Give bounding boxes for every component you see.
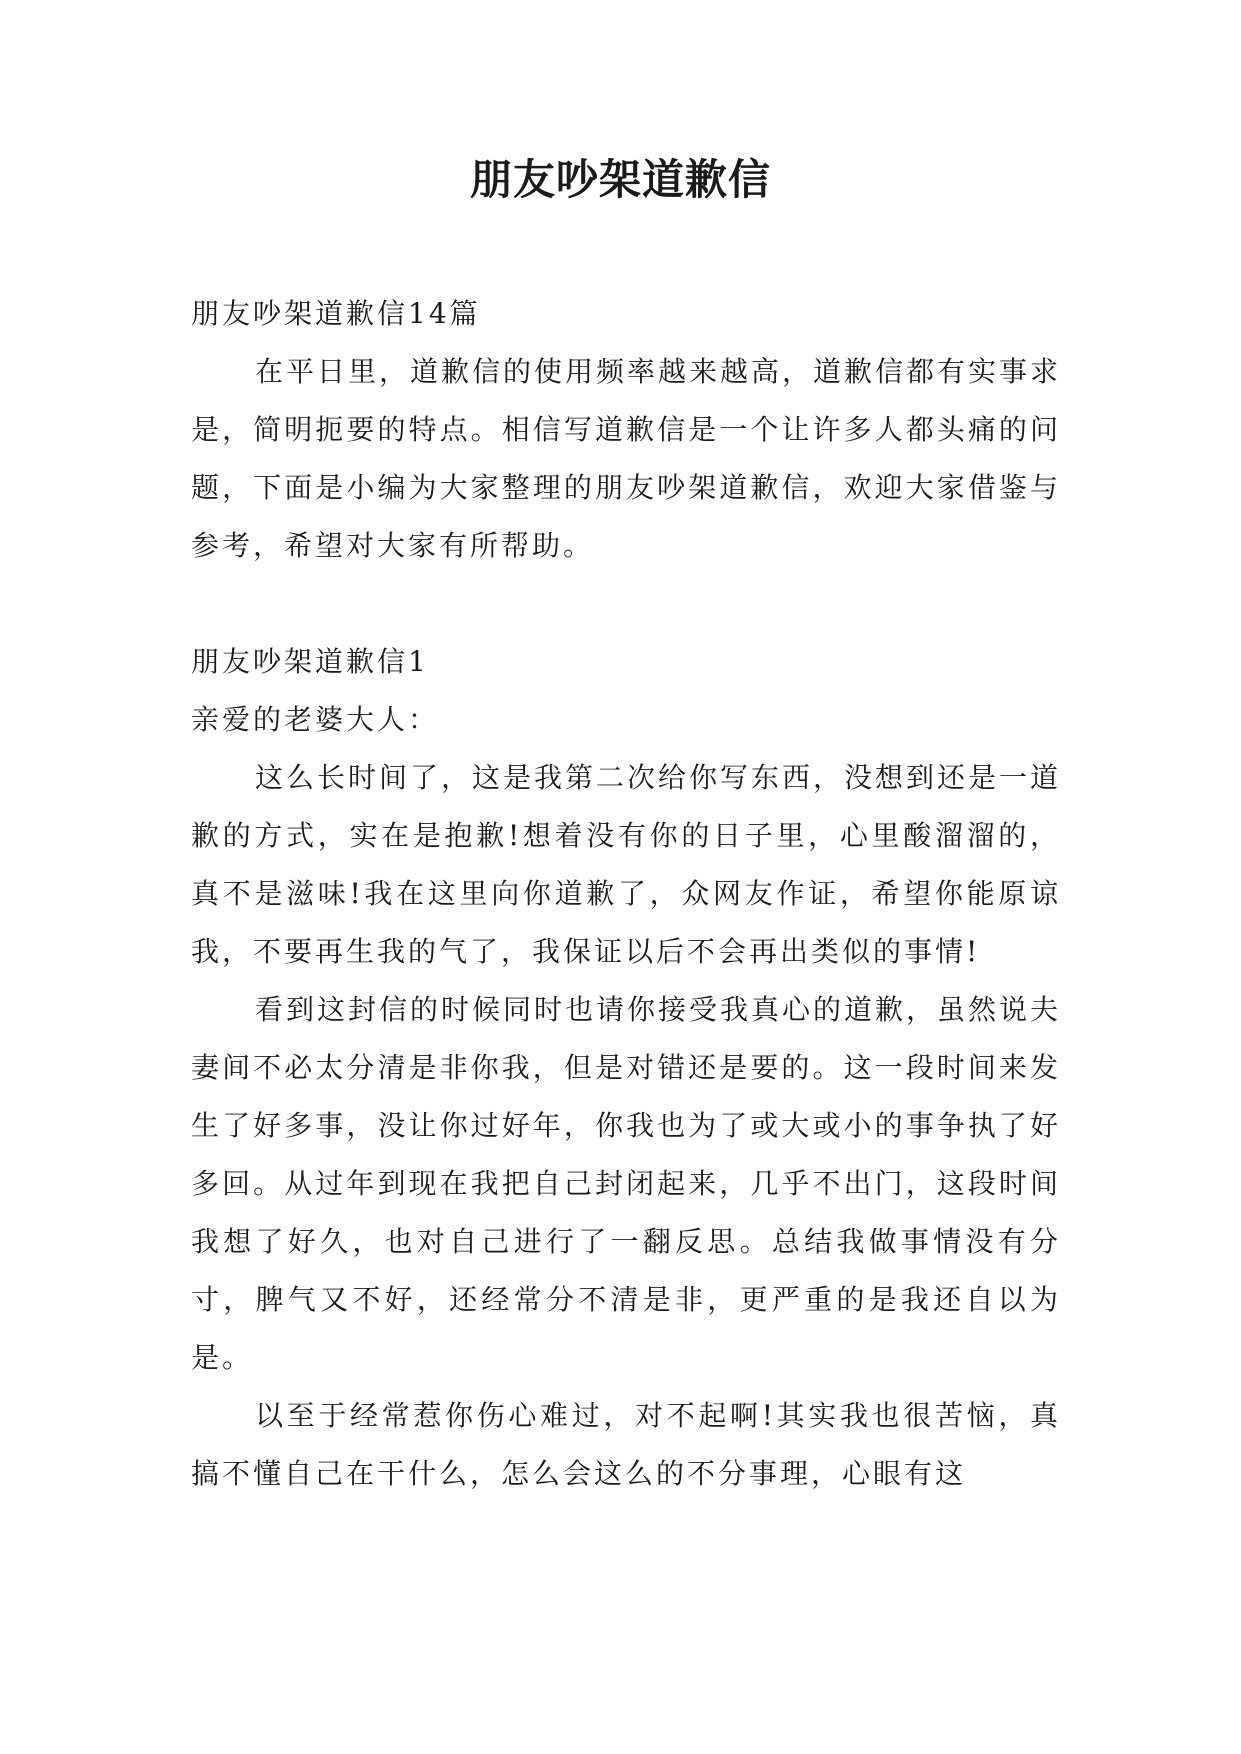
letter-paragraph: 以至于经常惹你伤心难过，对不起啊!其实我也很苦恼，真搞不懂自己在干什么，怎么会这么的不分事理，心眼有这 (191, 1399, 1061, 1490)
collection-heading: 朋友吵架道歉信14篇 (191, 297, 481, 330)
document-body (191, 285, 1061, 1503)
letter-paragraph: 看到这封信的时候同时也请你接受我真心的道歉，虽然说夫妻间不必太分清是非你我，但是对错还是要的。这一段时间来发生了好多事，没让你过好年，你我也为了或大或小的事争执了好多回。从过年到现在我把自己封闭起来，几乎不出门，这段时间我想了好久，也对自己进行了一翻反思。总结我做事情没有分寸，脾气又不好，还经常分不清是非，更严重的是我还自以为是。 (191, 993, 1062, 1374)
intro-paragraph: 在平日里，道歉信的使用频率越来越高，道歉信都有实事求是，简明扼要的特点。相信写道歉信是一个让许多人都头痛的问题，下面是小编为大家整理的朋友吵架道歉信，欢迎大家借鉴与参考，希望对大家有所帮助。 (191, 355, 1062, 562)
letter-salutation: 亲爱的老婆大人： (191, 703, 440, 736)
paragraph-spacer (191, 575, 1061, 633)
letter-paragraph: 这么长时间了，这是我第二次给你写东西，没想到还是一道歉的方式，实在是抱歉!想着没有你的日子里，心里酸溜溜的，真不是滋味!我在这里向你道歉了，众网友作证，希望你能原谅我，不要再生我的气了，我保证以后不会再出类似的事情! (191, 761, 1062, 968)
document-title: 朋友吵架道歉信 (469, 155, 771, 204)
letter-heading: 朋友吵架道歉信1 (191, 645, 429, 678)
